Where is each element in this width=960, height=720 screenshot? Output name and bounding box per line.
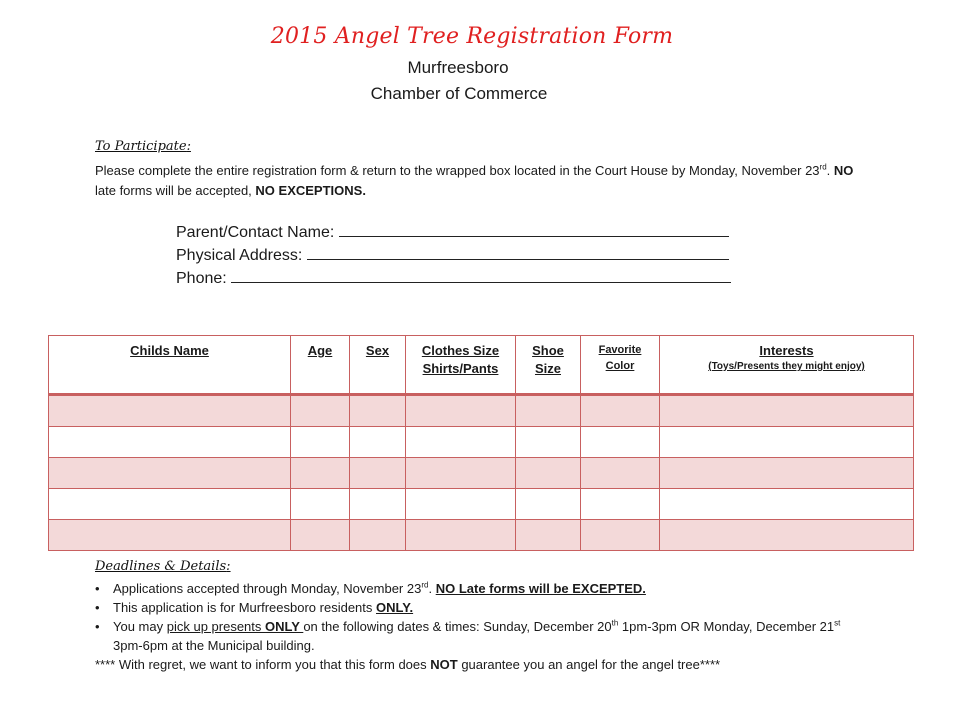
cell-sex[interactable] — [350, 427, 406, 458]
col-interests-label: Interests — [759, 343, 814, 358]
cell-interests[interactable] — [660, 395, 914, 427]
deadlines-heading-text: Deadlines & Details — [95, 559, 227, 574]
deadlines-heading: Deadlines & Details: — [95, 559, 231, 574]
children-table — [48, 335, 914, 551]
col-favorite-color — [581, 336, 660, 395]
participate-instructions — [95, 161, 855, 201]
cell-interests[interactable] — [660, 489, 914, 520]
bullet3-sup-1: th — [611, 618, 619, 628]
form-title: 2015 Angel Tree Registration Form — [270, 24, 674, 49]
table-row — [49, 458, 914, 489]
cell-name[interactable] — [49, 458, 291, 489]
bullet3-text: You may — [113, 619, 167, 634]
cell-interests[interactable] — [660, 458, 914, 489]
cell-clothes[interactable] — [406, 395, 516, 427]
phone-label: Phone: — [176, 270, 232, 287]
parent-contact-field[interactable] — [176, 222, 729, 242]
bullet1-text: Applications accepted through Monday, November 23 — [113, 581, 422, 596]
table-row — [49, 427, 914, 458]
col-clothes-size — [406, 336, 516, 395]
bullet3-only: ONLY — [265, 619, 304, 634]
instructions-text: Please complete the entire registration form & return to the wrapped box located in the Court House by Monday, November 23 — [95, 163, 820, 178]
cell-shoe[interactable] — [516, 395, 581, 427]
cell-sex[interactable] — [350, 458, 406, 489]
col-clothes-label-1: Clothes Size — [421, 343, 500, 358]
bullet3-sup-2: st — [834, 618, 841, 628]
participate-heading-text: To Participate — [95, 139, 187, 154]
instructions-sup: rd — [819, 162, 827, 172]
cell-shoe[interactable] — [516, 427, 581, 458]
col-age — [291, 336, 350, 395]
notice-text: **** With regret, we want to inform you that this form does — [95, 657, 431, 672]
instructions-text-2: . — [826, 163, 834, 178]
list-item — [95, 598, 855, 617]
table-row — [49, 395, 914, 427]
col-shoe-size — [516, 336, 581, 395]
table-header-row — [49, 336, 914, 395]
deadlines-list — [95, 579, 855, 655]
bullet2-text: This application is for Murfreesboro residents — [113, 600, 377, 615]
cell-interests[interactable] — [660, 520, 914, 551]
cell-shoe[interactable] — [516, 458, 581, 489]
bullet3-underline: pick up presents — [166, 619, 266, 634]
table-row — [49, 520, 914, 551]
bullet3-text-4: 3pm-6pm at the Municipal building. — [113, 638, 315, 653]
instructions-text-3: late forms will be accepted, — [95, 183, 256, 198]
cell-age[interactable] — [291, 489, 350, 520]
bullet3-text-3: 1pm-3pm OR Monday, December 21 — [618, 619, 835, 634]
cell-sex[interactable] — [350, 489, 406, 520]
col-sex — [350, 336, 406, 395]
physical-address-field[interactable] — [176, 245, 729, 265]
bullet1-bold: NO Late forms will be EXCEPTED. — [435, 581, 646, 596]
cell-clothes[interactable] — [406, 427, 516, 458]
phone-field[interactable] — [176, 268, 731, 288]
col-clothes-label-2: Shirts/Pants — [422, 361, 499, 376]
cell-color[interactable] — [581, 395, 660, 427]
cell-sex[interactable] — [350, 520, 406, 551]
cell-age[interactable] — [291, 458, 350, 489]
cell-name[interactable] — [49, 489, 291, 520]
parent-contact-label: Parent/Contact Name: — [176, 224, 339, 241]
cell-clothes[interactable] — [406, 489, 516, 520]
table-row — [49, 489, 914, 520]
bullet3-text-2: on the following dates & times: Sunday, December 20 — [303, 619, 612, 634]
phone-line[interactable] — [231, 268, 731, 283]
list-item — [95, 617, 855, 655]
col-color-label-1: Favorite — [598, 344, 642, 356]
col-childs-name — [49, 336, 291, 395]
deadlines-details — [95, 579, 855, 674]
col-age-label: Age — [307, 343, 333, 358]
instructions-no-exceptions: NO EXCEPTIONS. — [255, 183, 366, 198]
cell-age[interactable] — [291, 427, 350, 458]
col-interests — [660, 336, 914, 395]
physical-address-label: Physical Address: — [176, 247, 307, 264]
cell-name[interactable] — [49, 520, 291, 551]
cell-clothes[interactable] — [406, 520, 516, 551]
col-childs-name-label: Childs Name — [130, 343, 209, 358]
cell-age[interactable] — [291, 395, 350, 427]
parent-contact-line[interactable] — [339, 222, 729, 237]
cell-color[interactable] — [581, 520, 660, 551]
bullet2-bold: ONLY. — [376, 600, 414, 615]
physical-address-line[interactable] — [307, 245, 729, 260]
notice-not: NOT — [430, 657, 458, 672]
guarantee-notice — [95, 655, 855, 674]
cell-name[interactable] — [49, 395, 291, 427]
cell-color[interactable] — [581, 489, 660, 520]
participate-heading: To Participate: — [95, 139, 191, 154]
list-item — [95, 579, 855, 598]
org-name-line2: Chamber of Commerce — [370, 84, 548, 103]
bullet1-text-2: . — [428, 581, 436, 596]
cell-interests[interactable] — [660, 427, 914, 458]
cell-shoe[interactable] — [516, 520, 581, 551]
bullet1-sup: rd — [421, 580, 429, 590]
cell-shoe[interactable] — [516, 489, 581, 520]
col-color-label-2: Color — [605, 360, 635, 372]
notice-text-2: guarantee you an angel for the angel tree**** — [457, 657, 721, 672]
cell-name[interactable] — [49, 427, 291, 458]
col-shoe-label-1: Shoe — [532, 343, 564, 358]
instructions-no: NO — [833, 163, 854, 178]
cell-sex[interactable] — [350, 395, 406, 427]
col-interests-note: (Toys/Presents they might enjoy) — [708, 361, 865, 372]
cell-age[interactable] — [291, 520, 350, 551]
col-sex-label: Sex — [365, 343, 390, 358]
col-shoe-label-2: Size — [534, 361, 561, 376]
cell-clothes[interactable] — [406, 458, 516, 489]
cell-color[interactable] — [581, 458, 660, 489]
cell-color[interactable] — [581, 427, 660, 458]
org-name-line1: Murfreesboro — [407, 58, 509, 77]
